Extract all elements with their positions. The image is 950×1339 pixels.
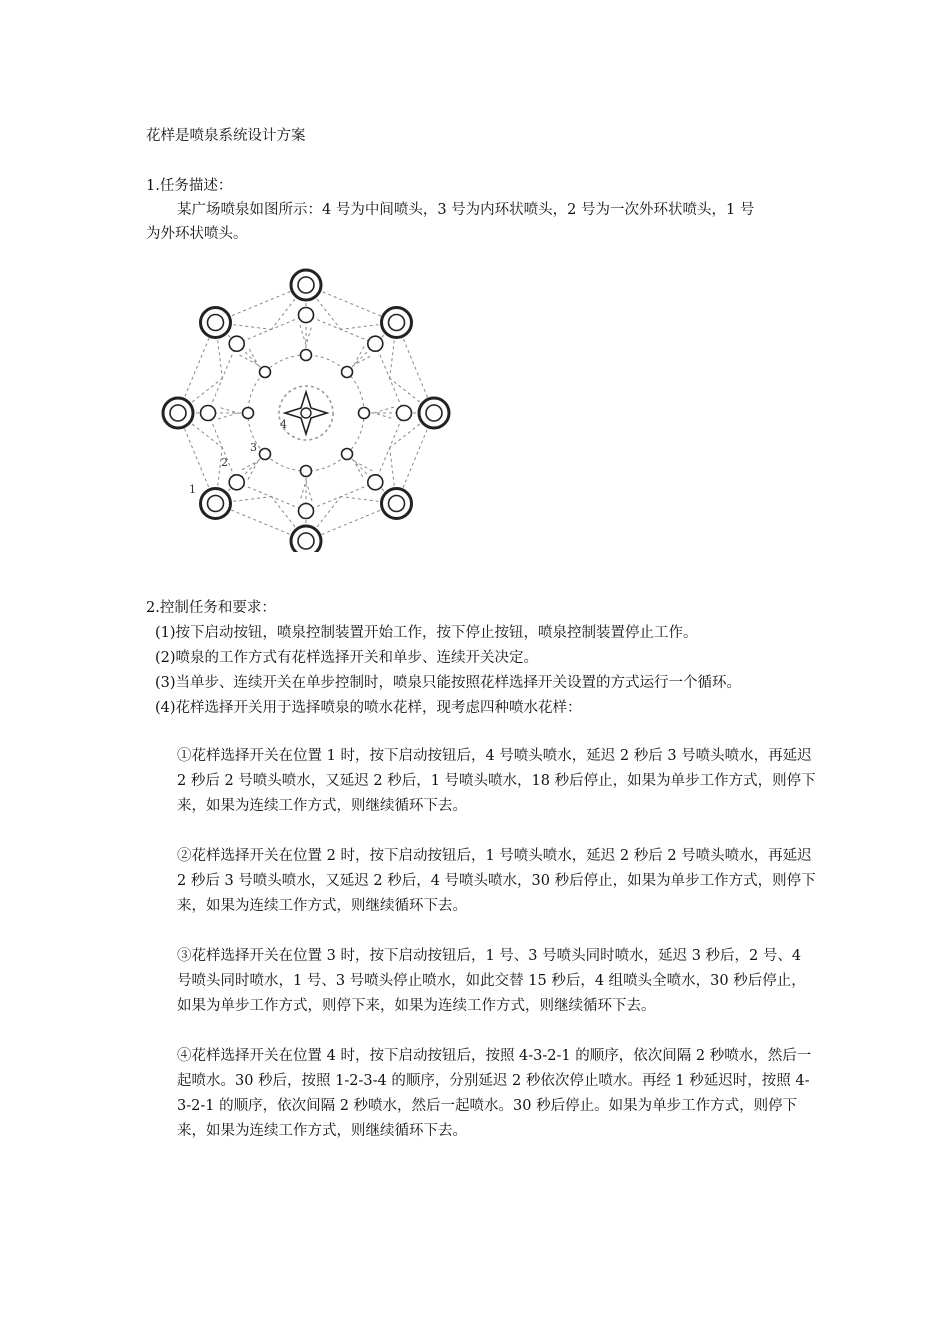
nozzle-2 (368, 475, 383, 490)
label-2: 2 (221, 456, 228, 469)
ring-2-edge (375, 344, 404, 413)
label-3: 3 (250, 441, 257, 454)
pattern-1: ①花样选择开关在位置 1 时，按下启动按钮后，4 号喷头喷水，延迟 2 秒后 3 号喷头喷水，再延迟 2 秒后 2 号喷头喷水，又延迟 2 秒后，1 号喷头喷水，18 秒后停止，如果为单步工作方式，则停下来，如果为连续工作方式，则继续循环下去。 (177, 748, 816, 814)
section1-text-line1: 某广场喷泉如图所示：4 号为中间喷头，3 号为内环状喷头，2 号为一次外环状喷头，1 号 (177, 202, 755, 218)
section1-heading: 1.任务描述： (146, 178, 233, 194)
pattern-3: ③花样选择开关在位置 3 时，按下启动按钮后，1 号、3 号喷头同时喷水，延迟 3 秒后，2 号、4 号喷头同时喷水，1 号、3 号喷头停止喷水，如此交替 15 秒后，4 组喷头全喷水，30 秒后停止，如果为单步工作方式，则停下来，如果为连续工作方式，则继续循环下去。 (177, 948, 806, 1014)
nozzle-3 (259, 366, 270, 377)
nozzle-3 (259, 449, 270, 460)
nozzle-3 (359, 408, 370, 419)
fountain-layout-diagram (146, 268, 468, 552)
ring-2-edge (306, 482, 375, 511)
nozzle-2 (201, 406, 216, 421)
label-4: 4 (280, 418, 287, 431)
nozzle-2 (299, 308, 314, 323)
ring-2-edge (237, 482, 306, 511)
nozzle-3 (243, 408, 254, 419)
requirement-2: (2)喷泉的工作方式有花样选择开关和单步、连续开关决定。 (155, 650, 539, 666)
pattern-4: ④花样选择开关在位置 4 时，按下启动按钮后，按照 4-3-2-1 的顺序，依次间隔 2 秒喷水，然后一起喷水。30 秒后，按照 1-2-3-4 的顺序，分别延迟 2 秒依次停止喷水。再经 1 秒延迟时，按照 4-3-2-1 的顺序，依次间隔 2 秒喷水，然后一起喷水。30 秒后停止。如果为单步工作方式，则停下来，如果为连续工作方式，则继续循环下去。 (177, 1048, 812, 1139)
pattern-2: ②花样选择开关在位置 2 时，按下启动按钮后，1 号喷头喷水，延迟 2 秒后 2 号喷头喷水，再延迟 2 秒后 3 号喷头喷水，又延迟 2 秒后，4 号喷头喷水，30 秒后停止，如果为单步工作方式，则停下来，如果为连续工作方式，则继续循环下去。 (177, 848, 816, 914)
nozzle-3 (342, 449, 353, 460)
ring-2-edge (375, 413, 404, 482)
section1-text-line2: 为外环状喷头。 (146, 226, 248, 242)
requirement-4: (4)花样选择开关用于选择喷泉的喷水花样，现考虑四种喷水花样： (155, 700, 582, 716)
requirement-1: (1)按下启动按钮，喷泉控制装置开始工作，按下停止按钮，喷泉控制装置停止工作。 (155, 625, 698, 641)
nozzle-2 (229, 475, 244, 490)
nozzle-2 (397, 406, 412, 421)
nozzle-3 (301, 466, 312, 477)
requirement-3: (3)当单步、连续开关在单步控制时，喷泉只能按照花样选择开关设置的方式运行一个循环。 (155, 675, 742, 691)
label-1: 1 (189, 483, 196, 496)
nozzle-3 (301, 350, 312, 361)
nozzle-2 (368, 336, 383, 351)
center-star-nozzle-4 (279, 386, 333, 440)
nozzle-2 (229, 336, 244, 351)
nozzle-3 (342, 366, 353, 377)
section2-heading: 2.控制任务和要求： (146, 600, 276, 616)
document-title: 花样是喷泉系统设计方案 (146, 128, 306, 144)
nozzle-2 (299, 504, 314, 519)
